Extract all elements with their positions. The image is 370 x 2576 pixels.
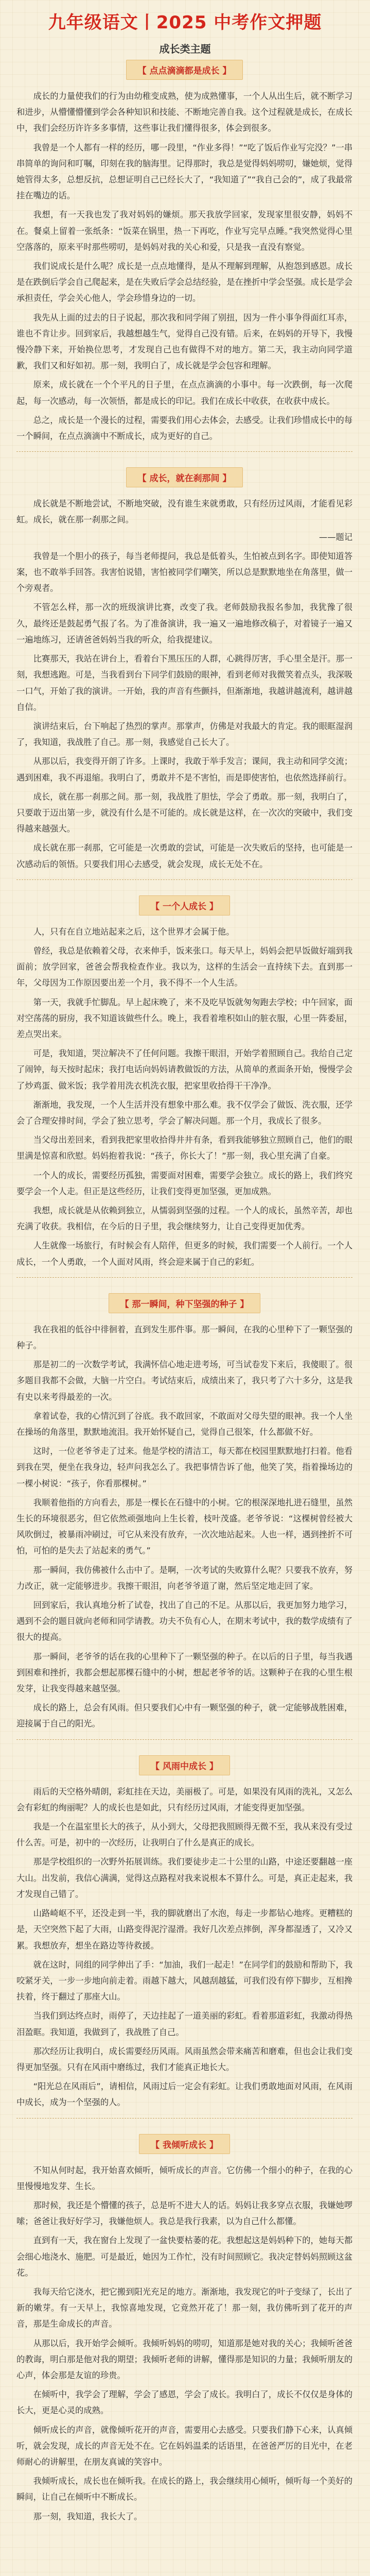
- essay-paragraph: 当父母出差回来，看到我把家里收拾得井井有条，看到我能够独立照顾自己，他们的眼里满是惊喜和欣慰。妈妈抱着我说：“孩子，你长大了！”那一刻，我心里充满了自豪。: [16, 1135, 353, 1161]
- section-title-wrap: [16, 2134, 353, 2154]
- section-title: 【 成长，就在刹那间 】: [126, 467, 243, 487]
- essay-paragraph: 成长的路上，总会有风雨。但只要我们心中有一颗坚强的种子，就一定能够战胜困难，迎接属于自己的阳光。: [16, 1703, 353, 1729]
- essay-paragraph: 我顺着他指的方向看去，那是一棵长在石缝中的小树。它的根深深地扎进石缝里，虽然生长的环境很恶劣，但它依然顽强地向上生长着，枝叶茂盛。老爷爷说：“这棵树曾经被大风吹倒过，被暴雨冲刷过，可它从来没有放弃，一次次地站起来。人也一样，遇到挫折不可怕，可怕的是失去了站起来的勇气。”: [16, 1497, 353, 1556]
- essay-paragraph: “阳光总在风雨后”，请相信，风雨过后一定会有彩虹。让我们勇敢地面对风雨，在风雨中成长，成为一个坚强的人。: [16, 2081, 353, 2108]
- epigraph-attribution: ——题记: [319, 532, 353, 542]
- essay-paragraph: 山路崎岖不平，还没走到一半，我的脚就磨出了水泡，每走一步都钻心地疼。更糟糕的是，天空突然下起了大雨，山路变得泥泞湿滑。我好几次差点摔倒，浑身都湿透了，又冷又累。我想放弃，想坐在路边等待救援。: [16, 1908, 353, 1951]
- essay-paragraph: 那时候，我还是个懵懂的孩子，总是听不进大人的话。妈妈让我多穿点衣服，我嫌她啰嗦；爸爸让我好好学习，我嫌他烦人。我总是我行我素，以为自己什么都懂。: [16, 2200, 353, 2227]
- essay-paragraph: 那是学校组织的一次野外拓展训练。我们要徒步走二十公里的山路，中途还要翻越一座大山。出发前，我信心满满，觉得这点路程对我来说根本不算什么。可是，真正走起来，我才发现自己错了。: [16, 1857, 353, 1899]
- section-title: 【 风雨中成长 】: [139, 1755, 230, 1775]
- essay-section: [16, 2134, 353, 2524]
- essay-paragraph: 雨后的天空格外晴朗，彩虹挂在天边，美丽极了。可是，如果没有风雨的洗礼，又怎么会有彩虹的绚丽呢？人的成长也是如此，只有经历过风雨，才能变得更加坚强。: [16, 1786, 353, 1812]
- essay-paragraph: 可是，我知道，哭泣解决不了任何问题。我擦干眼泪，开始学着照顾自己。我给自己定了闹钟，每天按时起床；我打电话向妈妈请教做饭的方法，从简单的煮面条开始，慢慢学会了炒鸡蛋、做米饭；我学着用洗衣机洗衣服，把家里收拾得干干净净。: [16, 1048, 353, 1091]
- essay-paragraph: 曾经，我总是依赖着父母，衣来伸手，饭来张口。每天早上，妈妈会把早饭做好端到我面前；放学回家，爸爸会帮我检查作业。我以为，这样的生活会一直持续下去。直到那一年，父母因为工作原因要出差一个月，我不得不一个人生活。: [16, 945, 353, 988]
- section-divider: [16, 879, 353, 880]
- essay-paragraph: 那一瞬间，老爷爷的话在我的心里种下了一颗坚强的种子。在以后的日子里，每当我遇到困难和挫折，我都会想起那棵石缝中的小树，想起老爷爷的话。这颗种子在我的心里生根发芽，让我变得越来越坚强。: [16, 1651, 353, 1694]
- essay-paragraph: 不管怎么样，那一次的班级演讲比赛，改变了我。老师鼓励我报名参加，我犹豫了很久，最终还是鼓起勇气报了名。为了准备演讲，我一遍又一遍地修改稿子，对着镜子一遍又一遍地练习，还请爸爸妈妈当我的听众，给我提建议。: [16, 602, 353, 645]
- essay-paragraph: 直到有一天，我在窗台上发现了一盆快要枯萎的花。我想起这是妈妈种下的，她每天都会细心地浇水、施肥。可是最近，她因为工作忙，没有时间照顾它。我决定替妈妈照顾这盆花。: [16, 2235, 353, 2278]
- essay-paragraph: 第一天，我就手忙脚乱。早上起床晚了，来不及吃早饭就匆匆跑去学校；中午回家，面对空荡荡的厨房，我不知道该做些什么。晚上，我看着堆积如山的脏衣服，心里一阵委屈，差点哭出来。: [16, 997, 353, 1039]
- section-divider: [16, 2118, 353, 2119]
- section-title-wrap: [16, 895, 353, 916]
- essay-section: [16, 1755, 353, 2119]
- essay-paragraph: 成长就是不断地尝试，不断地突破，没有谁生来就勇敢，只有经历过风雨，才能看见彩虹。成长，就在那一刹那之间。: [16, 499, 353, 525]
- essay-paragraph: 回到家后，我认真地分析了试卷，找出了自己的不足。从那以后，我更加努力地学习，遇到不会的题目就向老师和同学请教。功夫不负有心人，在期末考试中，我的数学成绩有了很大的提高。: [16, 1600, 353, 1642]
- essay-paragraph: 拿着试卷，我的心情沉到了谷底。我不敢回家，不敢面对父母失望的眼神。我一个人坐在操场的角落里，默默地流泪。我开始怀疑自己，觉得自己很笨，什么都做不好。: [16, 1411, 353, 1437]
- essay-paragraph: 我是一个在温室里长大的孩子，从小到大，父母把我照顾得无微不至，我从来没有受过什么苦。可是，初中的一次经历，让我明白了什么是真正的成长。: [16, 1822, 353, 1848]
- section-title: 【 那一瞬间，种下坚强的种子 】: [109, 1293, 261, 1313]
- essay-content: [0, 60, 370, 2524]
- essay-paragraph: 当我们到达终点时，雨停了，天边挂起了一道美丽的彩虹。看着那道彩虹，我激动得热泪盈眶。我知道，我做到了，我战胜了自己。: [16, 2011, 353, 2037]
- essay-paragraph: 不知从何时起，我开始喜欢倾听，倾听成长的声音。它仿佛一个细小的种子，在我的心里慢慢地发芽、生长。: [16, 2165, 353, 2191]
- essay-section: [16, 895, 353, 1278]
- essay-paragraph: 原来，成长就在一个个平凡的日子里，在点点滴滴的小事中。每一次跌倒，每一次爬起，每一次感动，每一次领悟，都是成长的印记。我们在成长中收获，在收获中成长。: [16, 380, 353, 406]
- essay-paragraph: 我曾是一个人都有一样的经历，哪一段里，“作业多得！”“吃了饭后作业写完没？”一串串简单的询问和叮嘱，印刻在我的脑海里。记得那时，我总是觉得妈妈唠叨，嫌她烦，觉得她管得太多，总想反抗，总想证明自己已经长大了，“我知道了”“我自己会的”，成了我最常挂在嘴边的话。: [16, 142, 353, 201]
- essay-paragraph: 那次经历让我明白，成长需要经历风雨。风雨虽然会带来痛苦和磨难，但也会让我们变得更加坚强。只有在风雨中磨练过，我们才能真正地长大。: [16, 2046, 353, 2072]
- essay-paragraph: 比赛那天，我站在讲台上，看着台下黑压压的人群，心跳得厉害，手心里全是汗。那一刻，我想逃跑。可是，当我看到台下同学们鼓励的眼神，看到老师对我微笑着点头，我深吸一口气，开始了我的演讲。一开始，我的声音有些颤抖，但渐渐地，我越讲越流利，越讲越自信。: [16, 654, 353, 712]
- essay-paragraph: 我先从上面的过去的日子说起，那次我和同学闹了别扭，因为一件小事争得面红耳赤，谁也不肯让步。回到家后，我越想越生气，觉得自己没有错。后来，在妈妈的开导下，我慢慢冷静下来，开始换位思考，才发现自己也有做得不对的地方。第二天，我主动向同学道歉，我们又和好如初。那一刻，我明白了，成长就是学会包容和理解。: [16, 312, 353, 371]
- section-divider: [16, 451, 353, 452]
- section-title-wrap: [16, 467, 353, 487]
- essay-paragraph: 我在我祖的低谷中徘徊着，直到发生那件事。那一瞬间，在我的心里种下了一颗坚强的种子。: [16, 1324, 353, 1350]
- essay-paragraph: 成长，就在那一刹那之间。那一刻，我战胜了胆怯，学会了勇敢。那一刻，我明白了，只要敢于迈出第一步，就没有什么是不可能的。成长就是这样，在一次次的突破中，我们变得越来越强大。: [16, 791, 353, 834]
- essay-paragraph: 成长就在那一刹那，它可能是一次勇敢的尝试，可能是一次失败后的坚持，也可能是一次感动后的领悟。只要我们用心去感受，就会发现，成长无处不在。: [16, 843, 353, 869]
- section-title: 【 我倾听成长 】: [139, 2134, 230, 2154]
- section-title-wrap: [16, 1293, 353, 1313]
- essay-paragraph: 在倾听中，我学会了理解，学会了感恩，学会了成长。我明白了，成长不仅仅是身体的长大，更是心灵的成熟。: [16, 2389, 353, 2416]
- section-title-wrap: [16, 1755, 353, 1775]
- essay-paragraph: 一个人的成长，需要经历孤独，需要面对困难，需要学会独立。成长的路上，我们终究要学会一个人走。但正是这些经历，让我们变得更加坚强，更加成熟。: [16, 1170, 353, 1196]
- essay-paragraph: 从那以后，我变得开朗了许多。上课时，我敢于举手发言；课间，我主动和同学交流；遇到困难，我不再退缩。我明白了，勇敢并不是不害怕，而是即使害怕，也依然选择前行。: [16, 756, 353, 783]
- essay-section: [16, 1293, 353, 1740]
- essay-paragraph: 那是初二的一次数学考试，我满怀信心地走进考场，可当试卷发下来后，我傻眼了。很多题目我都不会做，大脑一片空白。考试结束后，成绩出来了，我只考了六十多分，这是我有史以来考得最差的一次。: [16, 1360, 353, 1402]
- essay-section: [16, 467, 353, 879]
- page-title: 九年级语文丨2025 中考作文押题: [48, 12, 322, 33]
- section-title: 【 点点滴滴都是成长 】: [126, 60, 243, 80]
- essay-paragraph: 那一瞬间，我仿佛被什么击中了。是啊，一次考试的失败算什么呢？只要我不放弃，努力改正，就一定能够进步。我擦干眼泪，向老爷爷道了谢，然后坚定地走回了家。: [16, 1565, 353, 1591]
- essay-paragraph: 那一刻，我知道，我长大了。: [33, 2511, 143, 2521]
- essay-paragraph: 从那以后，我开始学会倾听。我倾听妈妈的唠叨，知道那是她对我的关心；我倾听爸爸的教诲，明白那是他对我的期望；我倾听老师的讲解，懂得那是知识的力量；我倾听朋友的心声，体会那是友谊的珍贵。: [16, 2338, 353, 2380]
- section-title-wrap: [16, 60, 353, 80]
- essay-paragraph: 这时，一位老爷爷走了过来。他是学校的清洁工，每天都在校园里默默地打扫着。他看到我在哭，便坐在我身边，轻声问我怎么了。我把事情告诉了他，他笑了笑，指着操场边的一棵小树说：“孩子，你看那棵树。”: [16, 1446, 353, 1488]
- page-subtitle: 成长类主题: [159, 43, 211, 55]
- essay-paragraph: 我倾听成长，成长也在倾听我。在成长的路上，我会继续用心倾听，倾听每一个美好的瞬间，让自己在倾听中不断成长。: [16, 2476, 353, 2502]
- essay-paragraph: 演讲结束后，台下响起了热烈的掌声。那掌声，仿佛是对我最大的肯定。我的眼眶湿润了，我知道，我战胜了自己。那一刻，我感觉自己长大了。: [16, 721, 353, 748]
- essay-paragraph: 我想，有一天我也发了我对妈妈的嫌烦。那天我放学回家，发现家里很安静，妈妈不在。餐桌上留着一张纸条：“饭菜在锅里，热一下再吃，作业写完早点睡。”我突然觉得心里空落落的，原来平时那些唠叨，是妈妈对我的关心和爱，只是我一直没有察觉。: [16, 210, 353, 252]
- essay-paragraph: 渐渐地，我发现，一个人生活并没有想象中那么难。我不仅学会了做饭、洗衣服，还学会了合理安排时间，学会了独立思考，学会了解决问题。那一个月，我成长了很多。: [16, 1099, 353, 1126]
- essay-paragraph: 人，只有在自立地站起来之后，这个世界才会属于他。: [33, 926, 235, 937]
- essay-paragraph: 倾听成长的声音，就像倾听花开的声音，需要用心去感受。只要我们静下心来，认真倾听，就会发现，成长的声音无处不在。它在妈妈温柔的话语里，在爸爸严厉的目光中，在老师耐心的讲解里，在朋友真诚的笑容中。: [16, 2425, 353, 2467]
- essay-paragraph: 总之，成长是一个漫长的过程，需要我们用心去体会，去感受。让我们珍惜成长中的每一个瞬间，在点点滴滴中不断成长，成为更好的自己。: [16, 415, 353, 442]
- essay-paragraph: 我想，成长就是从依赖到独立，从懦弱到坚强的过程。一个人的成长，虽然辛苦，却也充满了收获。我相信，在今后的日子里，我会继续努力，让自己变得更加优秀。: [16, 1205, 353, 1232]
- essay-section: [16, 60, 353, 452]
- essay-paragraph: 就在这时，同组的同学伸出了手：“加油，我们一起走！”在同学们的鼓励和帮助下，我咬紧牙关，一步一步地向前走着。雨越下越大，风越刮越猛，可我们没有停下脚步，互相搀扶着，终于翻过了那座大山。: [16, 1959, 353, 2002]
- essay-paragraph: 人生就像一场旅行，有时候会有人陪伴，但更多的时候，我们需要一个人前行。一个人成长，一个人勇敢，一个人面对风雨，终会迎来属于自己的彩虹。: [16, 1241, 353, 1267]
- essay-paragraph: 我们说成长是什么呢？成长是一点点地懂得，是从不理解到理解，从抱怨到感恩。成长是在跌倒后学会自己爬起来，是在失败后学会总结经验，是在挫折中学会坚强。成长是学会承担责任，学会关心他人，学会珍惜身边的一切。: [16, 261, 353, 303]
- essay-paragraph: 成长的力量使我们的行为由幼稚变成熟，使为成熟懂事，一个人从出生后，就不断学习和进步，从懵懂懵懂到学会各种知识和技能、不断地完善自我。这个过程就是成长，在成长中，我们会经历许许多多事情，这些事让我们懂得很多，体会到很多。: [16, 91, 353, 133]
- essay-paragraph: 我每天给它浇水，把它搬到阳光充足的地方。渐渐地，我发现它的叶子变绿了，长出了新的嫩芽。有一天早上，我惊喜地发现，它竟然开花了！那一刻，我仿佛听到了花开的声音，那是生命成长的声音。: [16, 2286, 353, 2329]
- essay-paragraph: 我曾是一个胆小的孩子，每当老师提问，我总是低着头，生怕被点到名字。即使知道答案，也不敢举手回答。我害怕说错，害怕被同学们嘲笑，所以总是默默地坐在角落里，做一个旁观者。: [16, 551, 353, 594]
- section-divider: [16, 1277, 353, 1278]
- section-title: 【 一个人成长 】: [139, 895, 230, 916]
- section-divider: [16, 1739, 353, 1740]
